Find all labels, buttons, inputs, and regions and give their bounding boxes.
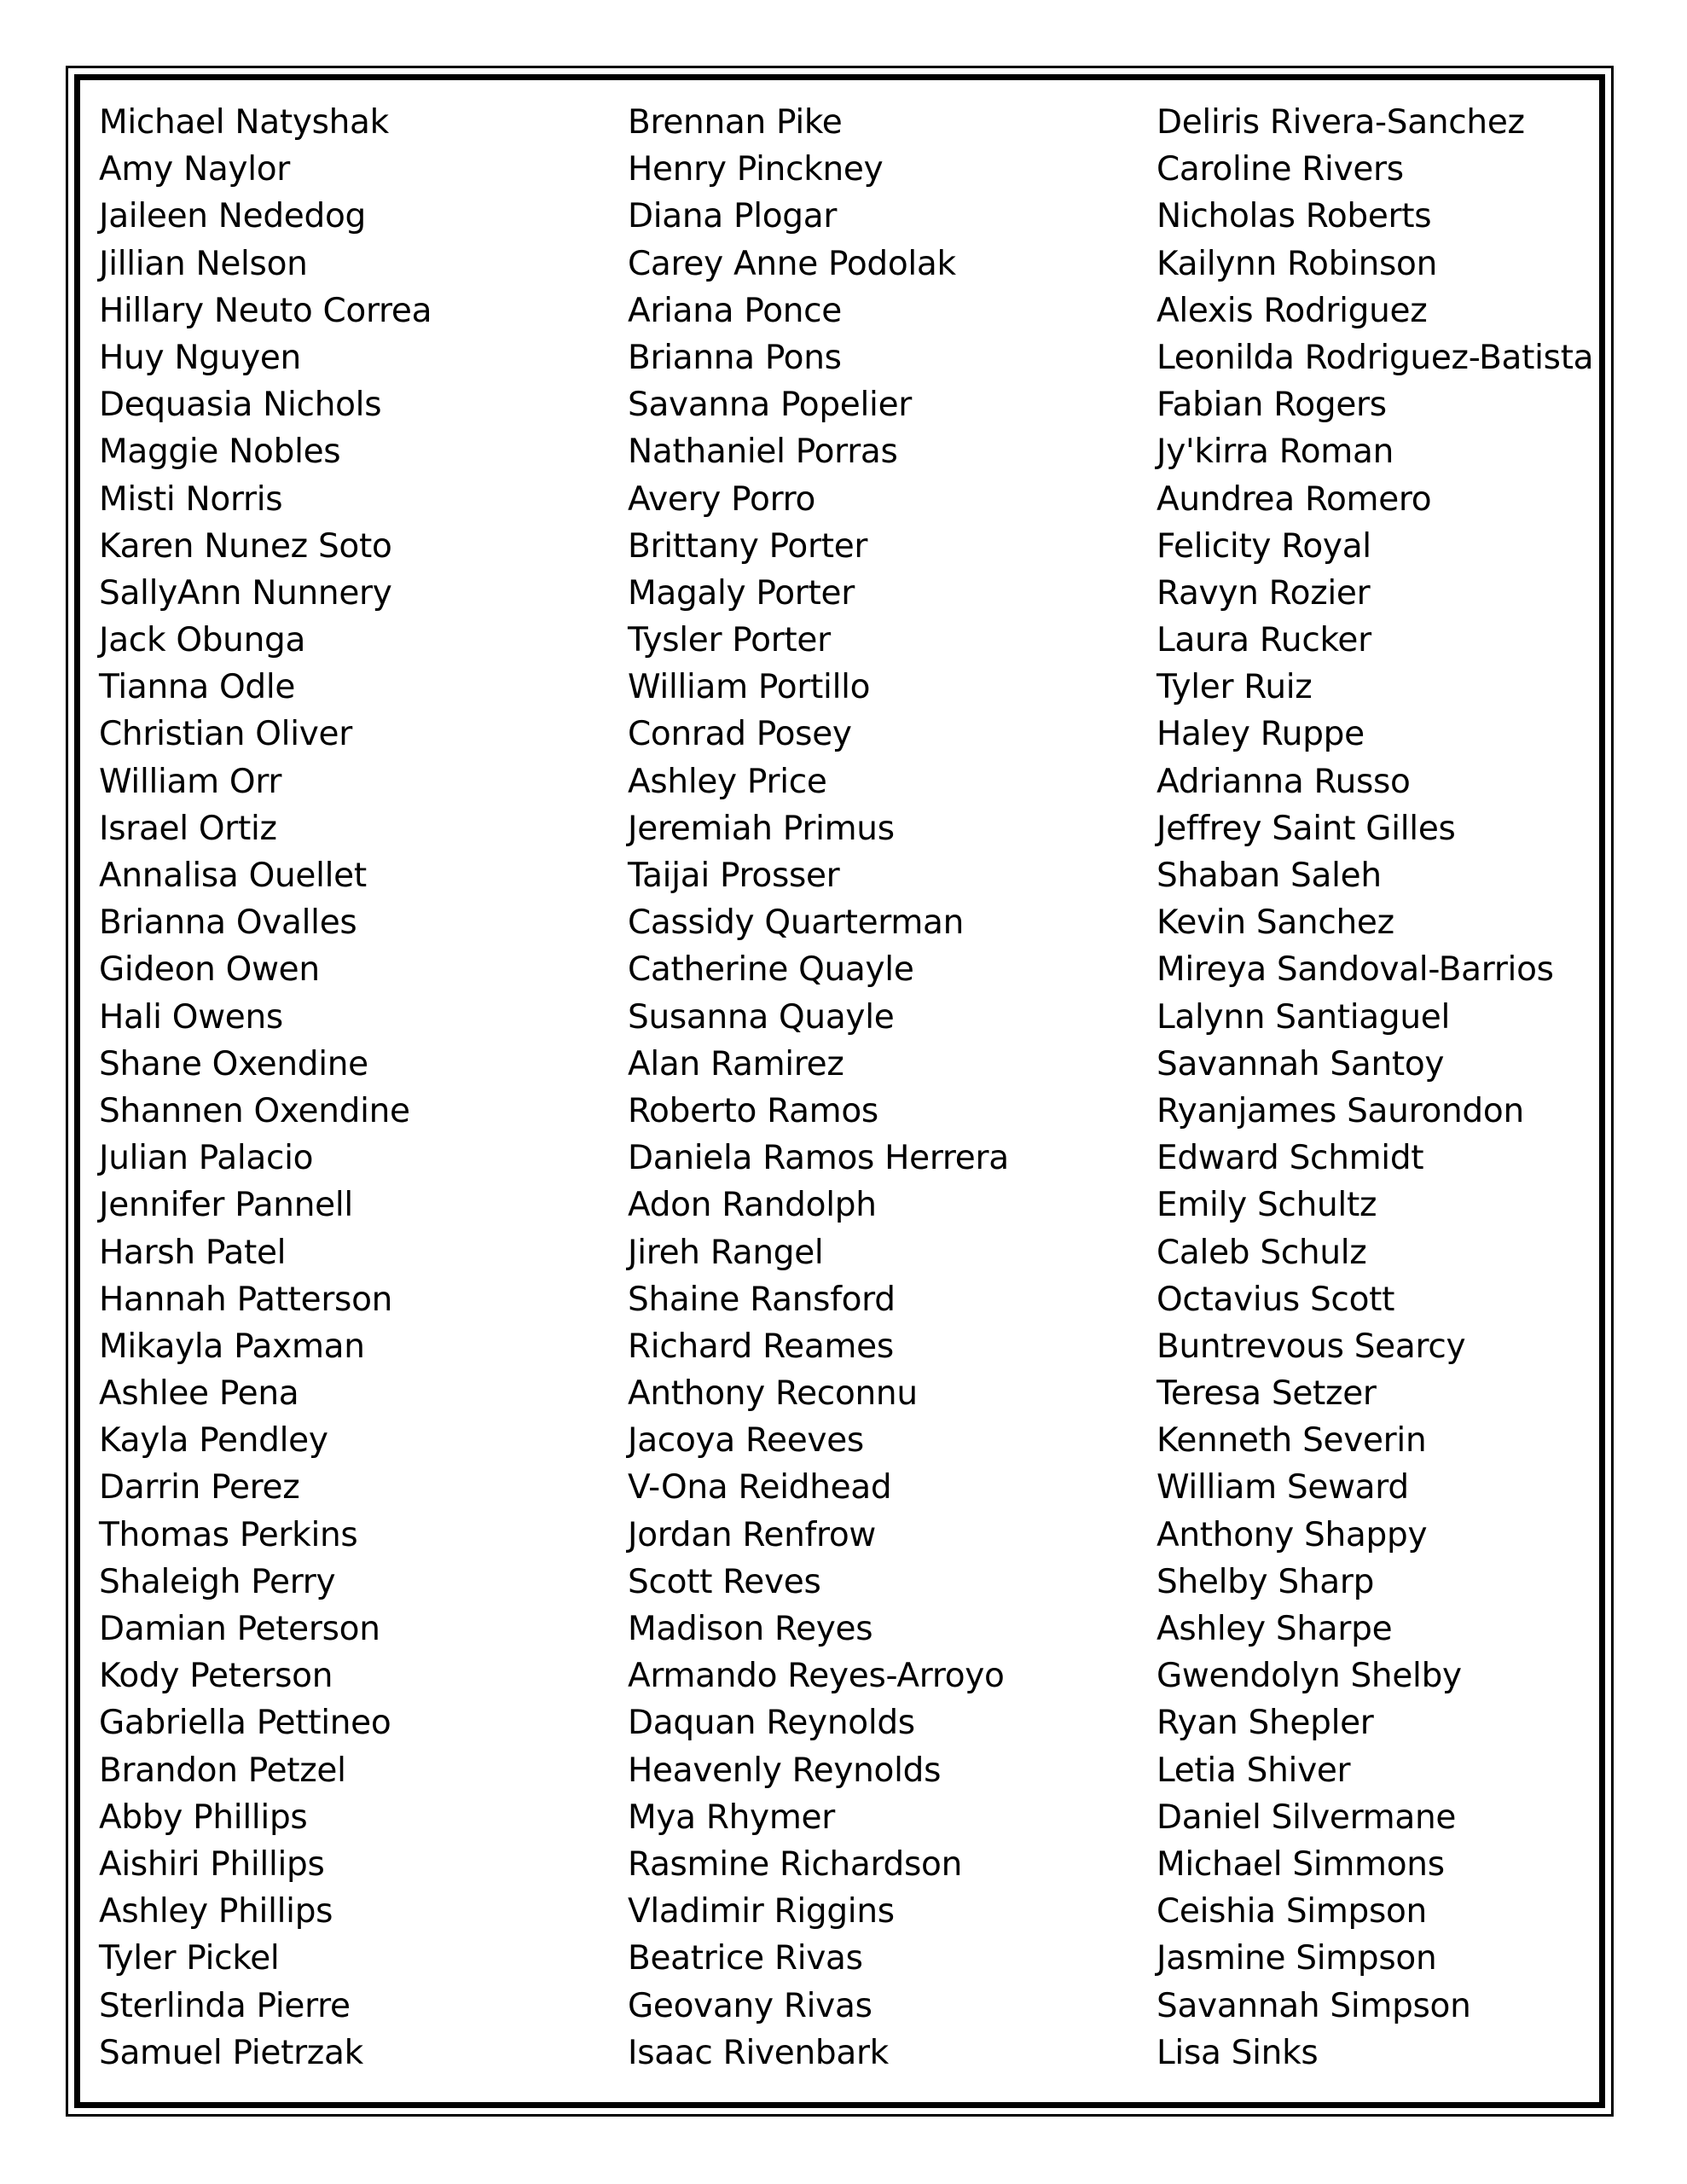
name-entry: Conrad Posey	[628, 715, 852, 754]
name-entry: Maggie Nobles	[99, 433, 341, 472]
name-entry: Lisa Sinks	[1157, 2033, 1319, 2072]
name-entry: Aishiri Phillips	[99, 1844, 325, 1884]
name-entry: Jireh Rangel	[628, 1233, 824, 1272]
name-entry: Karen Nunez Soto	[99, 526, 392, 566]
name-entry: Brandon Petzel	[99, 1751, 346, 1790]
name-entry: Adrianna Russo	[1157, 762, 1411, 801]
name-entry: Tianna Odle	[99, 668, 296, 707]
name-entry: Madison Reyes	[628, 1610, 873, 1648]
name-entry: Julian Palacio	[99, 1139, 314, 1178]
name-entry: Rasmine Richardson	[628, 1844, 962, 1884]
name-entry: Amy Naylor	[99, 150, 291, 189]
name-entry: Daquan Reynolds	[628, 1704, 915, 1743]
name-entry: Jennifer Pannell	[99, 1186, 353, 1225]
name-entry: Mikayla Paxman	[99, 1327, 365, 1366]
name-entry: Fabian Rogers	[1157, 386, 1387, 425]
name-entry: Shane Oxendine	[99, 1044, 368, 1083]
name-entry: Tyler Ruiz	[1157, 668, 1313, 707]
name-entry: Taijai Prosser	[628, 857, 840, 895]
name-entry: Kayla Pendley	[99, 1421, 328, 1461]
name-entry: Shannen Oxendine	[99, 1091, 410, 1130]
name-entry: Mireya Sandoval-Barrios	[1157, 950, 1554, 990]
name-entry: Alexis Rodriguez	[1157, 291, 1428, 330]
name-entry: Edward Schmidt	[1157, 1139, 1424, 1178]
name-entry: William Seward	[1157, 1468, 1409, 1507]
name-list	[99, 99, 1594, 2087]
name-entry: Cassidy Quarterman	[628, 903, 965, 943]
name-entry: Felicity Royal	[1157, 526, 1371, 566]
name-entry: Vladimir Riggins	[628, 1892, 895, 1931]
name-entry: Jacoya Reeves	[628, 1421, 864, 1461]
name-entry: Michael Simmons	[1157, 1844, 1445, 1884]
name-entry: Hillary Neuto Correa	[99, 291, 432, 330]
name-entry: Isaac Rivenbark	[628, 2033, 889, 2072]
name-entry: V-Ona Reidhead	[628, 1468, 892, 1507]
name-entry: Letia Shiver	[1157, 1751, 1351, 1790]
name-entry: Gabriella Pettineo	[99, 1704, 391, 1743]
name-entry: Octavius Scott	[1157, 1280, 1395, 1319]
name-entry: Laura Rucker	[1157, 621, 1371, 660]
name-entry: Leonilda Rodriguez-Batista	[1157, 338, 1594, 377]
name-entry: Hannah Patterson	[99, 1280, 393, 1319]
name-entry: Ashley Sharpe	[1157, 1610, 1393, 1648]
name-entry: Ariana Ponce	[628, 291, 843, 330]
name-entry: Caroline Rivers	[1157, 150, 1404, 189]
name-entry: Israel Ortiz	[99, 809, 277, 848]
name-entry: Scott Reves	[628, 1562, 821, 1601]
name-entry: Ashley Price	[628, 762, 827, 801]
name-entry: Emily Schultz	[1157, 1186, 1377, 1225]
name-entry: Daniela Ramos Herrera	[628, 1139, 1009, 1178]
name-entry: Ashlee Pena	[99, 1374, 299, 1414]
name-entry: Jack Obunga	[99, 621, 306, 660]
name-entry: Jillian Nelson	[99, 244, 308, 283]
name-entry: Jy'kirra Roman	[1157, 433, 1394, 472]
name-entry: Ryanjames Saurondon	[1157, 1091, 1524, 1130]
name-entry: Diana Plogar	[628, 197, 838, 236]
name-entry: Avery Porro	[628, 479, 816, 519]
name-entry: Caleb Schulz	[1157, 1233, 1367, 1272]
name-entry: SallyAnn Nunnery	[99, 573, 392, 613]
name-entry: Geovany Rivas	[628, 1986, 872, 2025]
name-entry: Nicholas Roberts	[1157, 197, 1432, 236]
name-entry: Samuel Pietrzak	[99, 2033, 363, 2072]
name-entry: Sterlinda Pierre	[99, 1986, 351, 2025]
name-entry: Michael Natyshak	[99, 103, 389, 142]
name-entry: Thomas Perkins	[99, 1515, 358, 1554]
name-entry: Dequasia Nichols	[99, 386, 382, 425]
name-entry: Huy Nguyen	[99, 338, 301, 377]
name-entry: Abby Phillips	[99, 1798, 308, 1837]
name-entry: Brianna Pons	[628, 338, 842, 377]
name-entry: Kailynn Robinson	[1157, 244, 1437, 283]
name-entry: Kenneth Severin	[1157, 1421, 1427, 1461]
name-entry: Damian Peterson	[99, 1610, 380, 1648]
name-entry: Shaleigh Perry	[99, 1562, 336, 1601]
name-entry: Beatrice Rivas	[628, 1939, 863, 1978]
name-entry: Anthony Reconnu	[628, 1374, 918, 1414]
name-entry: William Orr	[99, 762, 282, 801]
name-column-2	[628, 99, 1009, 2077]
name-entry: Henry Pinckney	[628, 150, 884, 189]
name-entry: Susanna Quayle	[628, 997, 895, 1037]
name-entry: Tyler Pickel	[99, 1939, 280, 1978]
name-entry: Anthony Shappy	[1157, 1515, 1428, 1554]
name-entry: Shelby Sharp	[1157, 1562, 1375, 1601]
name-entry: Jasmine Simpson	[1157, 1939, 1437, 1978]
name-entry: Daniel Silvermane	[1157, 1798, 1457, 1837]
name-entry: Jeffrey Saint Gilles	[1157, 809, 1456, 848]
name-entry: Shaban Saleh	[1157, 857, 1382, 895]
name-entry: Alan Ramirez	[628, 1044, 844, 1083]
name-entry: Christian Oliver	[99, 715, 352, 754]
name-entry: Aundrea Romero	[1157, 479, 1432, 519]
name-entry: Armando Reyes-Arroyo	[628, 1657, 1005, 1696]
name-entry: Tysler Porter	[628, 621, 831, 660]
name-column-3	[1157, 99, 1593, 2077]
name-entry: Richard Reames	[628, 1327, 894, 1366]
name-entry: Ashley Phillips	[99, 1892, 333, 1931]
name-entry: Teresa Setzer	[1157, 1374, 1377, 1414]
name-entry: Jaileen Nededog	[99, 197, 366, 236]
name-entry: Ceishia Simpson	[1157, 1892, 1427, 1931]
name-entry: Brennan Pike	[628, 103, 843, 142]
name-entry: Brittany Porter	[628, 526, 868, 566]
name-entry: Nathaniel Porras	[628, 433, 898, 472]
name-entry: Haley Ruppe	[1157, 715, 1365, 754]
name-entry: Kody Peterson	[99, 1657, 333, 1696]
name-entry: Magaly Porter	[628, 573, 855, 613]
name-entry: Adon Randolph	[628, 1186, 877, 1225]
name-entry: Ravyn Rozier	[1157, 573, 1371, 613]
name-column-1	[99, 99, 432, 2077]
name-entry: Jeremiah Primus	[628, 809, 895, 848]
name-entry: Mya Rhymer	[628, 1798, 835, 1837]
name-entry: Catherine Quayle	[628, 950, 914, 990]
name-entry: Deliris Rivera-Sanchez	[1157, 103, 1525, 142]
name-entry: Misti Norris	[99, 479, 283, 519]
name-entry: Roberto Ramos	[628, 1091, 878, 1130]
name-entry: Savannah Santoy	[1157, 1044, 1445, 1083]
name-entry: Harsh Patel	[99, 1233, 287, 1272]
name-entry: William Portillo	[628, 668, 871, 707]
name-entry: Hali Owens	[99, 997, 283, 1037]
name-entry: Savannah Simpson	[1157, 1986, 1471, 2025]
name-entry: Kevin Sanchez	[1157, 903, 1394, 943]
name-entry: Ryan Shepler	[1157, 1704, 1374, 1743]
name-entry: Gideon Owen	[99, 950, 320, 990]
name-entry: Savanna Popelier	[628, 386, 913, 425]
name-entry: Jordan Renfrow	[628, 1515, 877, 1554]
name-entry: Heavenly Reynolds	[628, 1751, 942, 1790]
name-entry: Lalynn Santiaguel	[1157, 997, 1450, 1037]
name-entry: Annalisa Ouellet	[99, 857, 367, 895]
name-entry: Darrin Perez	[99, 1468, 300, 1507]
name-entry: Gwendolyn Shelby	[1157, 1657, 1462, 1696]
name-entry: Brianna Ovalles	[99, 903, 357, 943]
name-entry: Buntrevous Searcy	[1157, 1327, 1466, 1366]
name-entry: Shaine Ransford	[628, 1280, 896, 1319]
name-entry: Carey Anne Podolak	[628, 244, 956, 283]
